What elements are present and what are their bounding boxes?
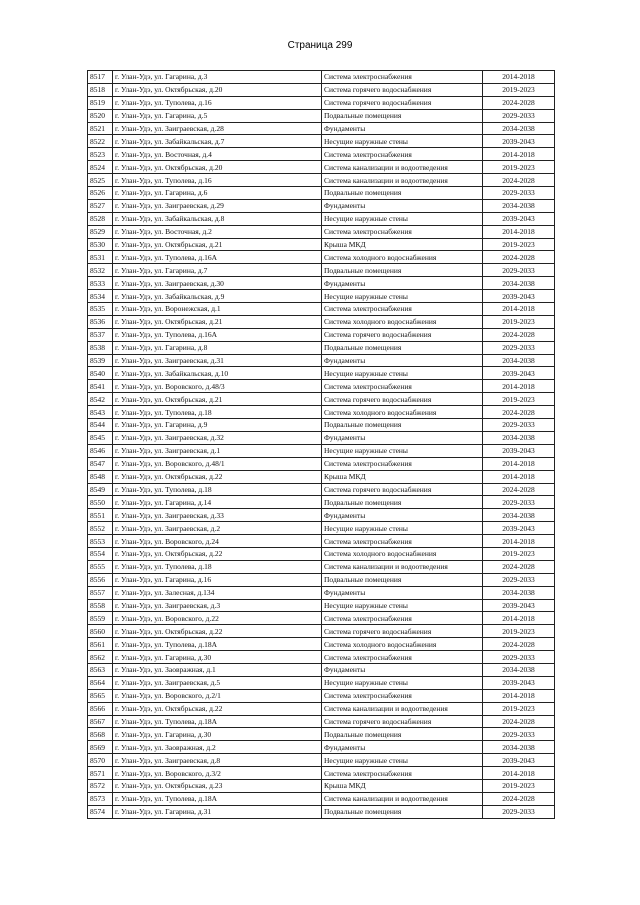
system-cell: Система горячего водоснабжения: [322, 715, 483, 728]
table-row: [88, 148, 555, 161]
period-cell: 2019-2023: [483, 238, 555, 251]
address-cell: г. Улан-Удэ, ул. Заиграевская, д.30: [113, 277, 322, 290]
period-cell: 2024-2028: [483, 174, 555, 187]
period-cell: 2034-2038: [483, 354, 555, 367]
table-row: [88, 767, 555, 780]
period-cell: 2019-2023: [483, 625, 555, 638]
system-cell: Несущие наружные стены: [322, 522, 483, 535]
period-cell: 2014-2018: [483, 535, 555, 548]
address-cell: г. Улан-Удэ, ул. Заиграевская, д.32: [113, 431, 322, 444]
address-cell: г. Улан-Удэ, ул. Туполева, д.18А: [113, 792, 322, 805]
table-row: [88, 212, 555, 225]
period-cell: 2014-2018: [483, 148, 555, 161]
period-cell: 2034-2038: [483, 277, 555, 290]
system-cell: Система холодного водоснабжения: [322, 315, 483, 328]
row-number: 8566: [88, 702, 113, 715]
table-row: [88, 805, 555, 818]
table-row: [88, 573, 555, 586]
system-cell: Система электроснабжения: [322, 535, 483, 548]
address-cell: г. Улан-Удэ, ул. Октябрьская, д.20: [113, 161, 322, 174]
table-row: [88, 174, 555, 187]
system-cell: Система холодного водоснабжения: [322, 547, 483, 560]
system-cell: Подвальные помещения: [322, 341, 483, 354]
system-cell: Крыша МКД: [322, 470, 483, 483]
address-cell: г. Улан-Удэ, ул. Заовражная, д.1: [113, 663, 322, 676]
table-row: [88, 547, 555, 560]
row-number: 8536: [88, 315, 113, 328]
system-cell: Система электроснабжения: [322, 612, 483, 625]
table-row: [88, 264, 555, 277]
system-cell: Фундаменты: [322, 122, 483, 135]
address-cell: г. Улан-Удэ, ул. Туполева, д.18: [113, 560, 322, 573]
system-cell: Фундаменты: [322, 199, 483, 212]
system-cell: Система горячего водоснабжения: [322, 393, 483, 406]
period-cell: 2039-2043: [483, 676, 555, 689]
table-row: [88, 393, 555, 406]
address-cell: г. Улан-Удэ, ул. Гагарина, д.5: [113, 109, 322, 122]
row-number: 8552: [88, 522, 113, 535]
system-cell: Система электроснабжения: [322, 767, 483, 780]
system-cell: Несущие наружные стены: [322, 135, 483, 148]
address-cell: г. Улан-Удэ, ул. Воровского, д.48/3: [113, 380, 322, 393]
row-number: 8518: [88, 83, 113, 96]
system-cell: Система канализации и водоотведения: [322, 702, 483, 715]
system-cell: Фундаменты: [322, 509, 483, 522]
table-row: [88, 277, 555, 290]
row-number: 8569: [88, 741, 113, 754]
address-cell: г. Улан-Удэ, ул. Туполева, д.18А: [113, 715, 322, 728]
table-row: [88, 663, 555, 676]
address-cell: г. Улан-Удэ, ул. Туполева, д.16: [113, 96, 322, 109]
system-cell: Система холодного водоснабжения: [322, 638, 483, 651]
address-cell: г. Улан-Удэ, ул. Заиграевская, д.1: [113, 444, 322, 457]
row-number: 8555: [88, 560, 113, 573]
row-number: 8523: [88, 148, 113, 161]
period-cell: 2024-2028: [483, 638, 555, 651]
table-row: [88, 689, 555, 702]
system-cell: Система электроснабжения: [322, 71, 483, 84]
system-cell: Фундаменты: [322, 354, 483, 367]
period-cell: 2039-2043: [483, 599, 555, 612]
system-cell: Подвальные помещения: [322, 496, 483, 509]
row-number: 8522: [88, 135, 113, 148]
table-row: [88, 612, 555, 625]
row-number: 8564: [88, 676, 113, 689]
address-cell: г. Улан-Удэ, ул. Октябрьская, д.22: [113, 547, 322, 560]
row-number: 8532: [88, 264, 113, 277]
address-cell: г. Улан-Удэ, ул. Октябрьская, д.21: [113, 238, 322, 251]
address-cell: г. Улан-Удэ, ул. Заиграевская, д.5: [113, 676, 322, 689]
system-cell: Фундаменты: [322, 741, 483, 754]
system-cell: Система холодного водоснабжения: [322, 251, 483, 264]
row-number: 8559: [88, 612, 113, 625]
period-cell: 2024-2028: [483, 251, 555, 264]
table-row: [88, 509, 555, 522]
system-cell: Несущие наружные стены: [322, 367, 483, 380]
period-cell: 2019-2023: [483, 702, 555, 715]
address-cell: г. Улан-Удэ, ул. Туполева, д.18: [113, 483, 322, 496]
table-row: [88, 457, 555, 470]
table-row: [88, 792, 555, 805]
system-cell: Фундаменты: [322, 663, 483, 676]
address-cell: г. Улан-Удэ, ул. Гагарина, д.30: [113, 728, 322, 741]
system-cell: Система горячего водоснабжения: [322, 96, 483, 109]
period-cell: 2024-2028: [483, 792, 555, 805]
table-row: [88, 328, 555, 341]
table-row: [88, 586, 555, 599]
period-cell: 2014-2018: [483, 689, 555, 702]
system-cell: Система канализации и водоотведения: [322, 560, 483, 573]
period-cell: 2014-2018: [483, 457, 555, 470]
period-cell: 2029-2033: [483, 109, 555, 122]
period-cell: 2034-2038: [483, 741, 555, 754]
period-cell: 2039-2043: [483, 522, 555, 535]
table-row: [88, 122, 555, 135]
table-row: [88, 109, 555, 122]
row-number: 8529: [88, 225, 113, 238]
row-number: 8556: [88, 573, 113, 586]
address-cell: г. Улан-Удэ, ул. Заиграевская, д.3: [113, 599, 322, 612]
period-cell: 2039-2043: [483, 754, 555, 767]
period-cell: 2019-2023: [483, 315, 555, 328]
address-cell: г. Улан-Удэ, ул. Туполева, д.16: [113, 174, 322, 187]
table-row: [88, 638, 555, 651]
address-cell: г. Улан-Удэ, ул. Октябрьская, д.22: [113, 625, 322, 638]
row-number: 8542: [88, 393, 113, 406]
period-cell: 2014-2018: [483, 225, 555, 238]
system-cell: Фундаменты: [322, 431, 483, 444]
system-cell: Несущие наружные стены: [322, 754, 483, 767]
table-row: [88, 135, 555, 148]
table-row: [88, 444, 555, 457]
system-cell: Система канализации и водоотведения: [322, 792, 483, 805]
address-cell: г. Улан-Удэ, ул. Заиграевская, д.8: [113, 754, 322, 767]
row-number: 8557: [88, 586, 113, 599]
work-schedule-table: [87, 70, 555, 819]
address-cell: г. Улан-Удэ, ул. Воровского, д.2/1: [113, 689, 322, 702]
period-cell: 2034-2038: [483, 663, 555, 676]
address-cell: г. Улан-Удэ, ул. Гагарина, д.16: [113, 573, 322, 586]
address-cell: г. Улан-Удэ, ул. Воровского, д.48/1: [113, 457, 322, 470]
system-cell: Фундаменты: [322, 586, 483, 599]
address-cell: г. Улан-Удэ, ул. Гагарина, д.14: [113, 496, 322, 509]
period-cell: 2039-2043: [483, 290, 555, 303]
row-number: 8553: [88, 535, 113, 548]
table-row: [88, 96, 555, 109]
row-number: 8543: [88, 406, 113, 419]
system-cell: Подвальные помещения: [322, 573, 483, 586]
period-cell: 2029-2033: [483, 651, 555, 664]
table-row: [88, 779, 555, 792]
period-cell: 2034-2038: [483, 586, 555, 599]
system-cell: Подвальные помещения: [322, 419, 483, 432]
address-cell: г. Улан-Удэ, ул. Заиграевская, д.29: [113, 199, 322, 212]
address-cell: г. Улан-Удэ, ул. Гагарина, д.8: [113, 341, 322, 354]
period-cell: 2029-2033: [483, 728, 555, 741]
row-number: 8519: [88, 96, 113, 109]
table-row: [88, 470, 555, 483]
period-cell: 2034-2038: [483, 122, 555, 135]
period-cell: 2024-2028: [483, 715, 555, 728]
row-number: 8533: [88, 277, 113, 290]
table-row: [88, 702, 555, 715]
table-row: [88, 380, 555, 393]
address-cell: г. Улан-Удэ, ул. Заиграевская, д.33: [113, 509, 322, 522]
table-row: [88, 625, 555, 638]
row-number: 8521: [88, 122, 113, 135]
row-number: 8524: [88, 161, 113, 174]
period-cell: 2019-2023: [483, 161, 555, 174]
system-cell: Несущие наружные стены: [322, 599, 483, 612]
row-number: 8550: [88, 496, 113, 509]
table-row: [88, 303, 555, 316]
system-cell: Система электроснабжения: [322, 689, 483, 702]
row-number: 8551: [88, 509, 113, 522]
address-cell: г. Улан-Удэ, ул. Октябрьская, д.23: [113, 779, 322, 792]
address-cell: г. Улан-Удэ, ул. Воронежская, д.1: [113, 303, 322, 316]
address-cell: г. Улан-Удэ, ул. Гагарина, д.31: [113, 805, 322, 818]
address-cell: г. Улан-Удэ, ул. Воровского, д.24: [113, 535, 322, 548]
period-cell: 2014-2018: [483, 767, 555, 780]
row-number: 8540: [88, 367, 113, 380]
row-number: 8537: [88, 328, 113, 341]
period-cell: 2034-2038: [483, 199, 555, 212]
row-number: 8541: [88, 380, 113, 393]
address-cell: г. Улан-Удэ, ул. Октябрьская, д.22: [113, 470, 322, 483]
period-cell: 2029-2033: [483, 187, 555, 200]
period-cell: 2024-2028: [483, 328, 555, 341]
table-row: [88, 354, 555, 367]
row-number: 8554: [88, 547, 113, 560]
table-row: [88, 728, 555, 741]
system-cell: Система горячего водоснабжения: [322, 625, 483, 638]
system-cell: Система электроснабжения: [322, 225, 483, 238]
table-row: [88, 560, 555, 573]
system-cell: Подвальные помещения: [322, 805, 483, 818]
period-cell: 2029-2033: [483, 264, 555, 277]
row-number: 8574: [88, 805, 113, 818]
system-cell: Система горячего водоснабжения: [322, 83, 483, 96]
system-cell: Система электроснабжения: [322, 651, 483, 664]
period-cell: 2019-2023: [483, 83, 555, 96]
period-cell: 2029-2033: [483, 419, 555, 432]
system-cell: Крыша МКД: [322, 238, 483, 251]
row-number: 8570: [88, 754, 113, 767]
address-cell: г. Улан-Удэ, ул. Гагарина, д.7: [113, 264, 322, 277]
address-cell: г. Улан-Удэ, ул. Забайкальская, д.9: [113, 290, 322, 303]
system-cell: Система холодного водоснабжения: [322, 406, 483, 419]
table-row: [88, 225, 555, 238]
address-cell: г. Улан-Удэ, ул. Восточная, д.4: [113, 148, 322, 161]
table-row: [88, 71, 555, 84]
row-number: 8548: [88, 470, 113, 483]
address-cell: г. Улан-Удэ, ул. Туполева, д.18А: [113, 638, 322, 651]
system-cell: Несущие наружные стены: [322, 676, 483, 689]
table-row: [88, 315, 555, 328]
period-cell: 2039-2043: [483, 212, 555, 225]
table-row: [88, 187, 555, 200]
period-cell: 2024-2028: [483, 406, 555, 419]
row-number: 8517: [88, 71, 113, 84]
period-cell: 2034-2038: [483, 431, 555, 444]
table-body: [88, 71, 555, 819]
address-cell: г. Улан-Удэ, ул. Воровского, д.3/2: [113, 767, 322, 780]
row-number: 8539: [88, 354, 113, 367]
system-cell: Система электроснабжения: [322, 303, 483, 316]
period-cell: 2014-2018: [483, 303, 555, 316]
address-cell: г. Улан-Удэ, ул. Октябрьская, д.20: [113, 83, 322, 96]
address-cell: г. Улан-Удэ, ул. Туполева, д.18: [113, 406, 322, 419]
table-row: [88, 741, 555, 754]
system-cell: Система горячего водоснабжения: [322, 483, 483, 496]
table-row: [88, 483, 555, 496]
row-number: 8547: [88, 457, 113, 470]
table-row: [88, 715, 555, 728]
row-number: 8538: [88, 341, 113, 354]
system-cell: Система электроснабжения: [322, 148, 483, 161]
system-cell: Несущие наружные стены: [322, 212, 483, 225]
system-cell: Фундаменты: [322, 277, 483, 290]
table-row: [88, 419, 555, 432]
address-cell: г. Улан-Удэ, ул. Залесная, д.134: [113, 586, 322, 599]
row-number: 8567: [88, 715, 113, 728]
table-row: [88, 290, 555, 303]
address-cell: г. Улан-Удэ, ул. Октябрьская, д.21: [113, 393, 322, 406]
address-cell: г. Улан-Удэ, ул. Забайкальская, д.7: [113, 135, 322, 148]
table-row: [88, 535, 555, 548]
period-cell: 2024-2028: [483, 96, 555, 109]
period-cell: 2024-2028: [483, 483, 555, 496]
address-cell: г. Улан-Удэ, ул. Воровского, д.22: [113, 612, 322, 625]
row-number: 8572: [88, 779, 113, 792]
period-cell: 2029-2033: [483, 805, 555, 818]
system-cell: Система электроснабжения: [322, 380, 483, 393]
table-row: [88, 676, 555, 689]
address-cell: г. Улан-Удэ, ул. Гагарина, д.30: [113, 651, 322, 664]
period-cell: 2014-2018: [483, 380, 555, 393]
system-cell: Подвальные помещения: [322, 109, 483, 122]
period-cell: 2034-2038: [483, 509, 555, 522]
row-number: 8560: [88, 625, 113, 638]
row-number: 8544: [88, 419, 113, 432]
address-cell: г. Улан-Удэ, ул. Октябрьская, д.22: [113, 702, 322, 715]
row-number: 8558: [88, 599, 113, 612]
row-number: 8534: [88, 290, 113, 303]
table-row: [88, 406, 555, 419]
system-cell: Система канализации и водоотведения: [322, 174, 483, 187]
period-cell: 2039-2043: [483, 135, 555, 148]
row-number: 8531: [88, 251, 113, 264]
period-cell: 2039-2043: [483, 367, 555, 380]
system-cell: Подвальные помещения: [322, 728, 483, 741]
period-cell: 2019-2023: [483, 393, 555, 406]
address-cell: г. Улан-Удэ, ул. Гагарина, д.9: [113, 419, 322, 432]
table-row: [88, 522, 555, 535]
row-number: 8565: [88, 689, 113, 702]
row-number: 8526: [88, 187, 113, 200]
table-row: [88, 238, 555, 251]
row-number: 8527: [88, 199, 113, 212]
period-cell: 2014-2018: [483, 612, 555, 625]
system-cell: Несущие наружные стены: [322, 444, 483, 457]
address-cell: г. Улан-Удэ, ул. Забайкальская, д.8: [113, 212, 322, 225]
period-cell: 2019-2023: [483, 547, 555, 560]
period-cell: 2029-2033: [483, 573, 555, 586]
address-cell: г. Улан-Удэ, ул. Заиграевская, д.31: [113, 354, 322, 367]
address-cell: г. Улан-Удэ, ул. Заовражная, д.2: [113, 741, 322, 754]
period-cell: 2014-2018: [483, 71, 555, 84]
address-cell: г. Улан-Удэ, ул. Восточная, д.2: [113, 225, 322, 238]
address-cell: г. Улан-Удэ, ул. Туполева, д.16А: [113, 251, 322, 264]
address-cell: г. Улан-Удэ, ул. Гагарина, д.3: [113, 71, 322, 84]
table-row: [88, 431, 555, 444]
system-cell: Система канализации и водоотведения: [322, 161, 483, 174]
table-row: [88, 496, 555, 509]
address-cell: г. Улан-Удэ, ул. Гагарина, д.6: [113, 187, 322, 200]
page-header: Страница 299: [287, 40, 353, 51]
table-row: [88, 599, 555, 612]
address-cell: г. Улан-Удэ, ул. Октябрьская, д.21: [113, 315, 322, 328]
system-cell: Несущие наружные стены: [322, 290, 483, 303]
row-number: 8571: [88, 767, 113, 780]
table-row: [88, 341, 555, 354]
row-number: 8545: [88, 431, 113, 444]
period-cell: 2014-2018: [483, 470, 555, 483]
row-number: 8525: [88, 174, 113, 187]
address-cell: г. Улан-Удэ, ул. Забайкальская, д.10: [113, 367, 322, 380]
row-number: 8563: [88, 663, 113, 676]
row-number: 8562: [88, 651, 113, 664]
row-number: 8528: [88, 212, 113, 225]
system-cell: Система электроснабжения: [322, 457, 483, 470]
system-cell: Система горячего водоснабжения: [322, 328, 483, 341]
address-cell: г. Улан-Удэ, ул. Туполева, д.16А: [113, 328, 322, 341]
row-number: 8535: [88, 303, 113, 316]
table-row: [88, 83, 555, 96]
table-row: [88, 754, 555, 767]
row-number: 8568: [88, 728, 113, 741]
table-row: [88, 161, 555, 174]
system-cell: Крыша МКД: [322, 779, 483, 792]
system-cell: Подвальные помещения: [322, 187, 483, 200]
address-cell: г. Улан-Удэ, ул. Заиграевская, д.2: [113, 522, 322, 535]
address-cell: г. Улан-Удэ, ул. Заиграевская, д.28: [113, 122, 322, 135]
row-number: 8549: [88, 483, 113, 496]
table-row: [88, 651, 555, 664]
period-cell: 2024-2028: [483, 560, 555, 573]
table-row: [88, 199, 555, 212]
row-number: 8561: [88, 638, 113, 651]
table-row: [88, 251, 555, 264]
period-cell: 2039-2043: [483, 444, 555, 457]
table-row: [88, 367, 555, 380]
period-cell: 2019-2023: [483, 779, 555, 792]
row-number: 8573: [88, 792, 113, 805]
row-number: 8530: [88, 238, 113, 251]
period-cell: 2029-2033: [483, 496, 555, 509]
period-cell: 2029-2033: [483, 341, 555, 354]
system-cell: Подвальные помещения: [322, 264, 483, 277]
row-number: 8520: [88, 109, 113, 122]
row-number: 8546: [88, 444, 113, 457]
